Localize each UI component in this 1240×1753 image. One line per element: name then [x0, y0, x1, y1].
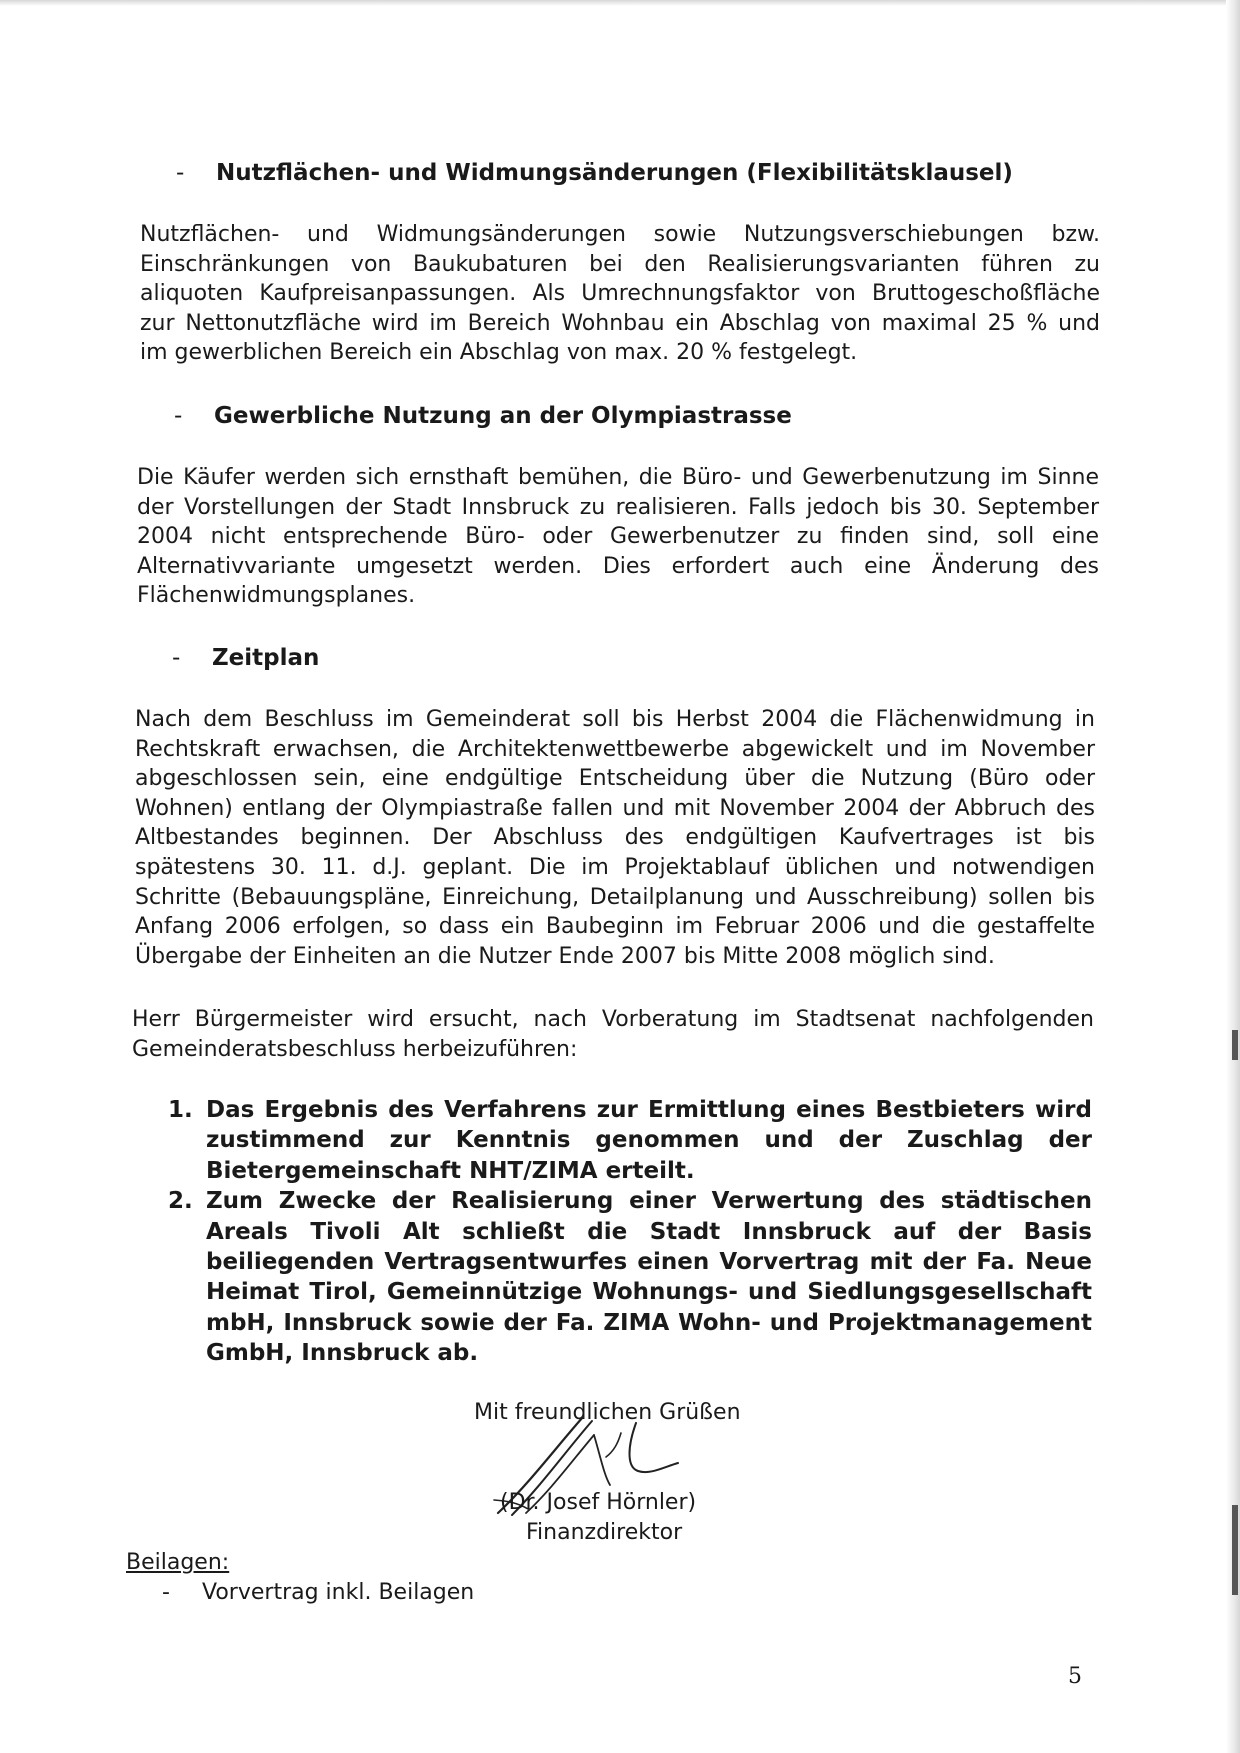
- paragraph-line: Schritte (Bebauungspläne, Einreichung, Detailplanung und Ausschreibung) sollen bis: [135, 884, 1095, 910]
- resolution-line: mbH, Innsbruck sowie der Fa. ZIMA Wohn- und Projektmanagement: [206, 1309, 1092, 1336]
- heading-dash: -: [174, 403, 183, 429]
- page-number: 5: [1068, 1664, 1082, 1689]
- paragraph-line: Anfang 2006 erfolgen, so dass ein Baubeginn im Februar 2006 und die gestaffelte: [135, 914, 1095, 940]
- enclosure-dash: -: [162, 1580, 170, 1605]
- paragraph-line: Die Käufer werden sich ernsthaft bemühen, die Büro- und Gewerbenutzung im Sinne: [137, 465, 1099, 490]
- section-paragraph-zeitplan: [135, 705, 1095, 971]
- enclosure-item: [162, 1580, 474, 1605]
- resolution-number: 2.: [168, 1188, 193, 1215]
- paragraph-line: Gemeinderatsbeschluss herbeizuführen:: [132, 1036, 578, 1062]
- resolution-item: [168, 1095, 1092, 1186]
- paragraph-line: Nutzflächen- und Widmungsänderungen sowie Nutzungsverschiebungen bzw.: [140, 222, 1100, 247]
- heading-dash: -: [172, 645, 181, 671]
- resolution-line: beiliegenden Vertragsentwurfes einen Vorvertrag mit der Fa. Neue: [206, 1249, 1092, 1276]
- paragraph-line: aliquoten Kaufpreisanpassungen. Als Umrechnungsfaktor von Bruttogeschoßfläche: [140, 281, 1100, 307]
- paragraph-line: zur Nettonutzfläche wird im Bereich Wohnbau ein Abschlag von maximal 25 % und: [140, 310, 1100, 336]
- paragraph-line: Herr Bürgermeister wird ersucht, nach Vorberatung im Stadtsenat nachfolgenden: [132, 1007, 1094, 1032]
- enclosures-label: Beilagen:: [126, 1550, 230, 1575]
- section-paragraph-flexibility: [140, 220, 1100, 368]
- heading-title: Zeitplan: [212, 645, 320, 671]
- paragraph-line: abgeschlossen sein, eine endgültige Entscheidung über die Nutzung (Büro oder: [135, 766, 1095, 792]
- request-paragraph: [132, 1005, 1094, 1064]
- paragraph-line: der Vorstellungen der Stadt Innsbruck zu realisieren. Falls jedoch bis 30. September: [137, 494, 1099, 520]
- closing-greeting: Mit freundlichen Grüßen: [474, 1400, 741, 1425]
- scan-mark: [1232, 1030, 1238, 1060]
- resolution-line: Areals Tivoli Alt schließt die Stadt Innsbruck auf der Basis: [206, 1218, 1092, 1245]
- paragraph-line: Nach dem Beschluss im Gemeinderat soll bis Herbst 2004 die Flächenwidmung in: [135, 707, 1095, 732]
- resolution-item: [168, 1186, 1092, 1368]
- heading-title: Gewerbliche Nutzung an der Olympiastrasse: [214, 403, 792, 429]
- resolution-line: Zum Zwecke der Realisierung einer Verwertung des städtischen: [206, 1188, 1092, 1215]
- section-heading-flexibility: [176, 160, 1013, 186]
- section-heading-zeitplan: [172, 645, 319, 671]
- section-heading-olympiastrasse: [174, 403, 792, 429]
- resolution-line: zustimmend zur Kenntnis genommen und der Zuschlag der: [206, 1127, 1092, 1154]
- paragraph-line: Alternativvariante umgesetzt werden. Dies erfordert auch eine Änderung des: [137, 553, 1099, 579]
- paragraph-line: im gewerblichen Bereich ein Abschlag von max. 20 % festgelegt.: [140, 340, 858, 366]
- scan-mark: [1232, 1505, 1238, 1595]
- section-paragraph-olympiastrasse: [137, 463, 1099, 611]
- signer-role: Finanzdirektor: [526, 1520, 683, 1545]
- resolution-line: Heimat Tirol, Gemeinnützige Wohnungs- und Siedlungsgesellschaft: [206, 1279, 1092, 1306]
- enclosure-text: Vorvertrag inkl. Beilagen: [202, 1580, 475, 1605]
- paragraph-line: Flächenwidmungsplanes.: [137, 583, 416, 609]
- paragraph-line: Einschränkungen von Baukubaturen bei den Realisierungsvarianten führen zu: [140, 251, 1100, 277]
- resolution-list: [168, 1095, 1092, 1369]
- resolution-number: 1.: [168, 1097, 193, 1123]
- paragraph-line: 2004 nicht entsprechende Büro- oder Gewerbenutzer zu finden sind, soll eine: [137, 524, 1099, 550]
- resolution-line: GmbH, Innsbruck ab.: [206, 1340, 479, 1367]
- paragraph-line: Übergabe der Einheiten an die Nutzer Ende 2007 bis Mitte 2008 möglich sind.: [135, 943, 995, 969]
- signer-name: (Dr. Josef Hörnler): [500, 1490, 697, 1515]
- resolution-line: Bietergemeinschaft NHT/ZIMA erteilt.: [206, 1157, 695, 1184]
- paragraph-line: spätestens 30. 11. d.J. geplant. Die im Projektablauf üblichen und notwendigen: [135, 854, 1095, 880]
- scan-edge-right: [1226, 0, 1240, 1753]
- paragraph-line: Altbestandes beginnen. Der Abschluss des endgültigen Kaufvertrages ist bis: [135, 825, 1095, 851]
- scan-edge-top: [0, 0, 1240, 6]
- paragraph-line: Rechtskraft erwachsen, die Architektenwettbewerbe abgewickelt und im November: [135, 736, 1095, 762]
- heading-dash: -: [176, 160, 185, 186]
- resolution-line: Das Ergebnis des Verfahrens zur Ermittlung eines Bestbieters wird: [206, 1097, 1092, 1123]
- heading-title: Nutzflächen- und Widmungsänderungen (Flexibilitätsklausel): [216, 160, 1013, 186]
- paragraph-line: Wohnen) entlang der Olympiastraße fallen und mit November 2004 der Abbruch des: [135, 795, 1095, 821]
